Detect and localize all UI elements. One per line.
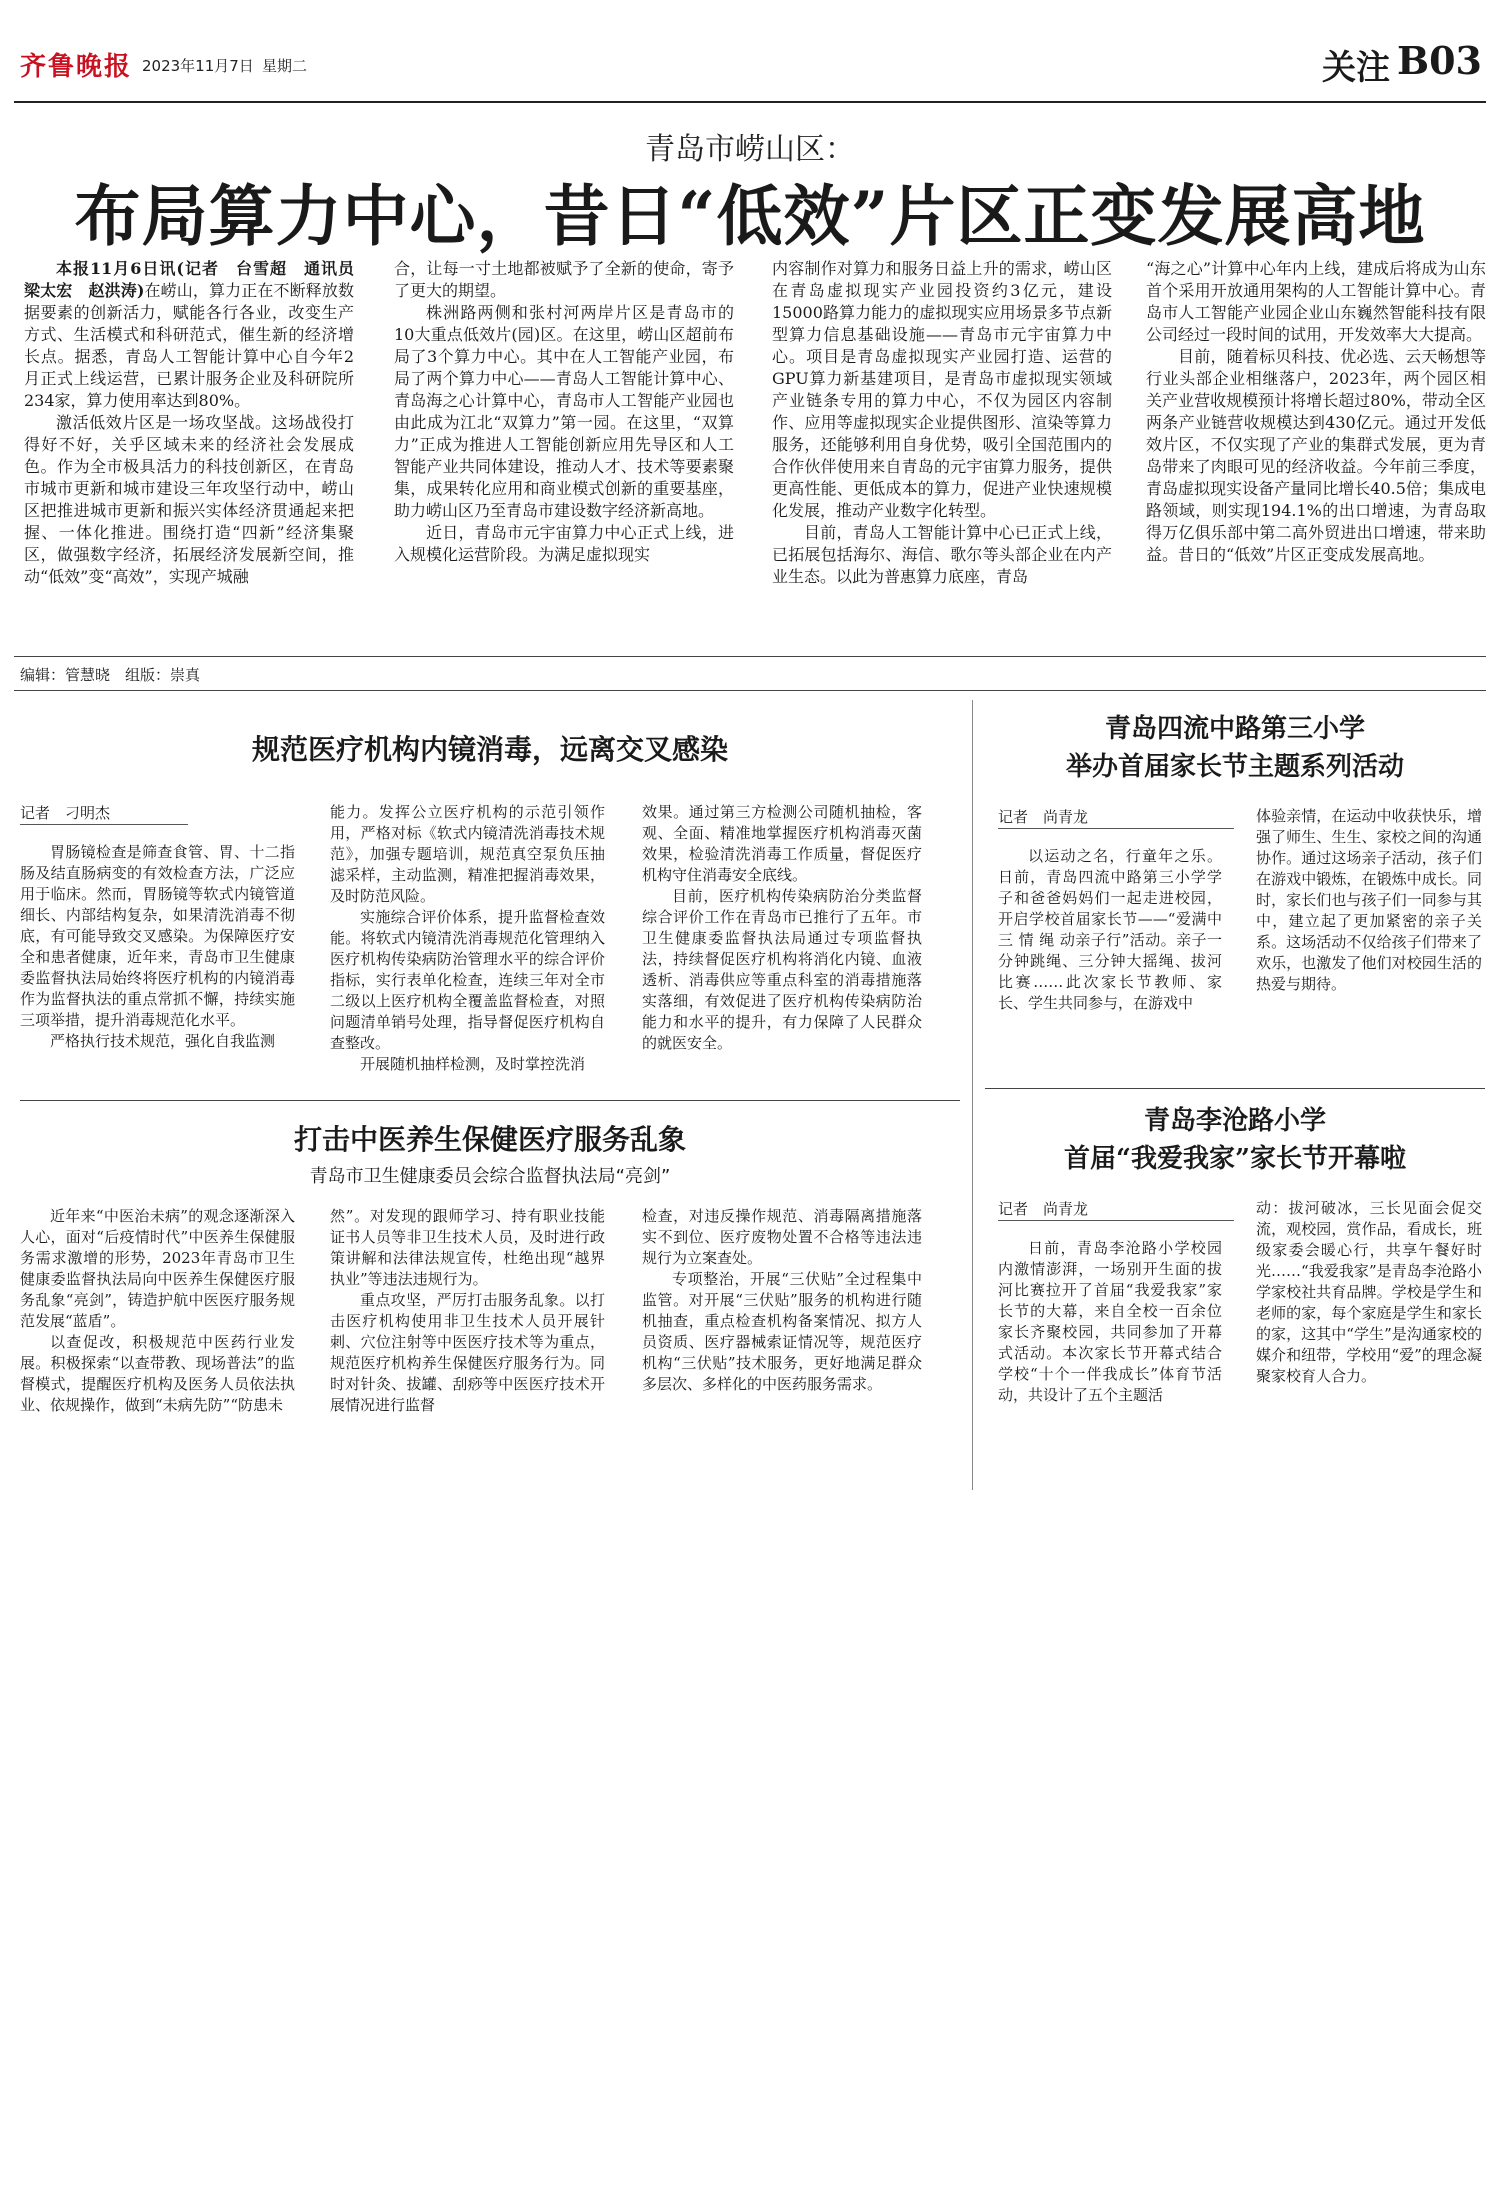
article4-column-1 <box>998 846 1222 1086</box>
article-title <box>985 1102 1485 1178</box>
byline-rule <box>998 828 1234 829</box>
article-paragraph: 能力。发挥公立医疗机构的示范引领作用，严格对标《软式内镜清洗消毒技术规范》，加强专题培训，规范真空泵负压抽滤采样，主动监测，精准把握消毒效果，及时防范风险。 <box>330 803 605 905</box>
editor-credit: 编辑：管慧晓 组版：崇真 <box>20 666 201 684</box>
article-title <box>985 710 1485 786</box>
article-paragraph: 重点攻坚，严厉打击服务乱象。以打击医疗机构使用非卫生技术人员开展针刺、穴位注射等中医医疗技术等为重点，规范医疗机构养生保健医疗服务行为。同时对针灸、拔罐、刮痧等中医医疗技术开展情况进行监督 <box>330 1291 605 1414</box>
lead-paragraph: 株洲路两侧和张村河两岸片区是青岛市的10大重点低效片(园)区。在这里，崂山区超前布局了3个算力中心。其中在人工智能产业园，布局了两个算力中心——青岛人工智能计算中心、青岛海之心计算中心，青岛市人工智能产业园也由此成为江北“双算力”第一园。在这里，“双算力”正成为推进人工智能创新应用先导区和人工智能产业共同体建设，推动人才、技术等要素聚集，成果转化应用和商业模式创新的重要基座，助力崂山区乃至青岛市建设数字经济新高地。 <box>394 303 734 520</box>
article5-column-2 <box>1256 1198 1482 1458</box>
article-paragraph: 目前，医疗机构传染病防治分类监督综合评价工作在青岛市已推行了五年。市卫生健康委监督执法局通过专项监督执法，持续督促医疗机构将消化内镜、血液透析、消毒供应等重点科室的消毒措施落实落细，有效促进了医疗机构传染病防治能力和水平的提升，有力保障了人民群众的就医安全。 <box>642 887 922 1052</box>
article-paragraph: 以查促改，积极规范中医药行业发展。积极探索“以查带教、现场普法”的监督模式，提醒医疗机构及医务人员依法执业、依规操作，做到“未病先防”“防患未 <box>20 1333 295 1414</box>
lead-paragraph: 目前，随着标贝科技、优必选、云天畅想等行业头部企业相继落户，2023年，两个园区相关产业营收规模预计将增长超过80%，带动全区两条产业链营收规模达到430亿元。通过开发低效片区，不仅实现了产业的集群式发展，更为青岛带来了肉眼可见的经济收益。今年前三季度，青岛虚拟现实设备产量同比增长40.5倍；集成电路领域，则实现194.1%的出口增速，为青岛取得万亿俱乐部中第二高外贸进出口增速，带来助益。昔日的“低效”片区正变成发展高地。 <box>1146 347 1486 564</box>
article-title: 规范医疗机构内镜消毒，远离交叉感染 <box>251 733 728 766</box>
article2-column-2 <box>330 802 605 1107</box>
article5-column-1 <box>998 1238 1222 1458</box>
article-rule <box>985 1088 1485 1089</box>
article-byline: 记者 尚青龙 <box>998 808 1089 826</box>
lead-paragraph: 内容制作对算力和服务日益上升的需求，崂山区在青岛虚拟现实产业园投资约3亿元，建设15000路算力能力的虚拟现实应用场景多节点新型算力信息基础设施——青岛市元宇宙算力中心。项目是青岛虚拟现实产业园打造、运营的GPU算力新基建项目，是青岛市虚拟现实领域产业链条专用的算力中心，不仅为园区内容制作、应用等虚拟现实企业提供图形、渲染等算力服务，还能够利用自身优势，吸引全国范围内的合作伙伴使用来自青岛的元宇宙算力服务，提供更高性能、更低成本的算力，促进产业快速规模化发展，推动产业数字化转型。 <box>772 259 1112 520</box>
article3-column-1 <box>20 1206 295 1451</box>
article-title: 打击中医养生保健医疗服务乱象 <box>293 1123 686 1156</box>
article-paragraph: 严格执行技术规范，强化自我监测 <box>50 1032 276 1050</box>
section-rule <box>14 690 1486 691</box>
lead-paragraph: “海之心”计算中心年内上线，建成后将成为山东首个采用开放通用架构的人工智能计算中心。青岛市人工智能产业园企业山东巍然智能科技有限公司经过一段时间的试用，开发效率大大提高。 <box>1146 259 1486 344</box>
article-title-line: 青岛四流中路第三小学 <box>1104 714 1365 744</box>
article-paragraph: 体验亲情，在运动中收获快乐，增强了师生、生生、家校之间的沟通协作。通过这场亲子活动，孩子们在游戏中锻炼，在锻炼中成长。同时，家长们也与孩子们一同参与其中，建立起了更加紧密的亲子关系。这场活动不仅给孩子们带来了欢乐，也激发了他们对校园生活的热爱与期待。 <box>1256 807 1482 993</box>
lead-column-4 <box>1146 258 1486 638</box>
article-paragraph: 效果。通过第三方检测公司随机抽检，客观、全面、精准地掌握医疗机构消毒灭菌效果，检验清洗消毒工作质量，督促医疗机构守住消毒安全底线。 <box>642 803 922 884</box>
article-paragraph: 日前，青岛李沧路小学校园内激情澎湃，一场别开生面的拔河比赛拉开了首届“我爱我家”家长节的大幕，来自全校一百余位家长齐聚校园，共同参加了开幕式活动。本次家长节开幕式结合学校“十个一伴我成长”体育节活动，共设计了五个主题活 <box>998 1239 1222 1404</box>
column-divider <box>972 700 973 1490</box>
lead-column-3 <box>772 258 1112 638</box>
article-subtitle: 青岛市卫生健康委员会综合监督执法局“亮剑” <box>309 1166 671 1187</box>
article-paragraph: 检查，对违反操作规范、消毒隔离措施落实不到位、医疗废物处置不合格等违法违规行为立案查处。 <box>642 1207 922 1267</box>
lead-paragraph: 激活低效片区是一场攻坚战。这场战役打得好不好，关乎区域未来的经济社会发展成色。作为全市极具活力的科技创新区，在青岛市城市更新和城市建设三年攻坚行动中，崂山区把推进城市更新和振兴实体经济贯通起来把握、一体化推进。围绕打造“四新”经济集聚区，做强数字经济，拓展经济发展新空间，推动“低效”变“高效”，实现产城融 <box>24 413 354 586</box>
article-title-line: 举办首届家长节主题系列活动 <box>1065 752 1404 782</box>
issue-weekday: 星期二 <box>262 57 308 75</box>
byline-rule <box>998 1220 1234 1221</box>
article-paragraph: 然”。对发现的跟师学习、持有职业技能证书人员等非卫生技术人员，及时进行政策讲解和法律法规宣传，杜绝出现“越界执业”等违法违规行为。 <box>330 1207 605 1288</box>
lead-paragraph: 合，让每一寸土地都被赋予了全新的使命，寄予了更大的期望。 <box>394 259 734 300</box>
article-paragraph: 胃肠镜检查是筛查食管、胃、十二指肠及结直肠病变的有效检查方法，广泛应用于临床。然而，胃肠镜等软式内镜管道细长、内部结构复杂，如果清洗消毒不彻底，有可能导致交叉感染。为保障医疗安全和患者健康，近年来，青岛市卫生健康委监督执法局始终将医疗机构的内镜消毒作为监督执法的重点常抓不懈，持续实施三项举措，提升消毒规范化水平。 <box>20 843 295 1029</box>
article-paragraph: 以运动之名，行童年之乐。日前，青岛四流中路第三小学学子和爸爸妈妈们一起走进校园，开启学校首届家长节——“爱满中三 情 绳 动亲子行”活动。亲子一分钟跳绳、三分钟大摇绳、拔河比赛……此次家长节教师、家长、学生共同参与，在游戏中 <box>998 847 1222 1012</box>
lead-column-2 <box>394 258 734 638</box>
lead-column-1 <box>24 258 371 638</box>
article2-column-3 <box>642 802 922 1107</box>
article4-column-2 <box>1256 806 1482 1086</box>
article3-column-3 <box>642 1206 922 1451</box>
lead-paragraph: 目前，青岛人工智能计算中心已正式上线，已拓展包括海尔、海信、歌尔等头部企业在内产业生态。以此为普惠算力底座，青岛 <box>772 523 1112 586</box>
lead-credit: 本报11月6日讯(记者 台雪超 通讯员 梁太宏 赵洪涛) <box>24 259 371 300</box>
lead-paragraph: 在崂山，算力正在不断释放数据要素的创新活力，赋能各行各业，改变生产方式、生活模式和科研范式，催生新的经济增长点。据悉，青岛人工智能计算中心自今年2月正式上线运营，已累计服务企业及科研院所234家，算力使用率达到80%。 <box>24 281 354 410</box>
issue-date: 2023年11月7日 <box>142 57 254 75</box>
article-paragraph: 专项整治，开展“三伏贴”全过程集中监管。对开展“三伏贴”服务的机构进行随机抽查，重点检查机构备案情况、拟方人员资质、医疗器械索证情况等，规范医疗机构“三伏贴”技术服务，更好地满足群众多层次、多样化的中医药服务需求。 <box>642 1270 922 1393</box>
article3-column-2 <box>330 1206 605 1451</box>
article-paragraph: 开展随机抽样检测，及时掌控洗消 <box>360 1055 586 1073</box>
masthead-rule <box>14 101 1486 103</box>
byline-rule <box>20 824 188 825</box>
lead-kicker: 青岛市崂山区： <box>645 132 855 167</box>
section-rule <box>14 656 1486 657</box>
article-title-line: 首届“我爱我家”家长节开幕啦 <box>1064 1144 1406 1174</box>
article-paragraph: 近年来“中医治未病”的观念逐渐深入人心，面对“后疫情时代”中医养生保健服务需求激增的形势，2023年青岛市卫生健康委监督执法局向中医养生保健医疗服务乱象“亮剑”，铸造护航中医医疗服务规范发展“蓝盾”。 <box>20 1207 295 1330</box>
section-name: 关注 <box>1322 48 1390 88</box>
paper-logo: 齐鲁晚报 <box>20 52 133 82</box>
article-byline: 记者 尚青龙 <box>998 1200 1089 1218</box>
article-title-line: 青岛李沧路小学 <box>1143 1106 1326 1136</box>
page-number: B03 <box>1397 38 1482 83</box>
article-byline: 记者 刁明杰 <box>20 804 111 822</box>
lead-headline: 布局算力中心，昔日“低效”片区正变发展高地 <box>74 177 1426 255</box>
lead-paragraph: 近日，青岛市元宇宙算力中心正式上线，进入规模化运营阶段。为满足虚拟现实 <box>394 523 734 564</box>
article-paragraph: 实施综合评价体系，提升监督检查效能。将软式内镜清洗消毒规范化管理纳入医疗机构传染病防治管理水平的综合评价指标，实行表单化检查，连续三年对全市二级以上医疗机构全覆盖监督检查，对照问题清单销号处理，指导督促医疗机构自查整改。 <box>330 908 605 1052</box>
article-paragraph: 动：拔河破冰，三长见面会促交流，观校园，赏作品，看成长，班级家委会暖心行，共享午餐好时光……“我爱我家”是青岛李沧路小学家校社共育品牌。学校是学生和老师的家，每个家庭是学生和家长的家，这其中“学生”是沟通家校的媒介和纽带，学校用“爱”的理念凝聚家校育人合力。 <box>1256 1199 1482 1385</box>
article-rule <box>20 1100 960 1101</box>
article2-column-1 <box>20 842 295 1107</box>
